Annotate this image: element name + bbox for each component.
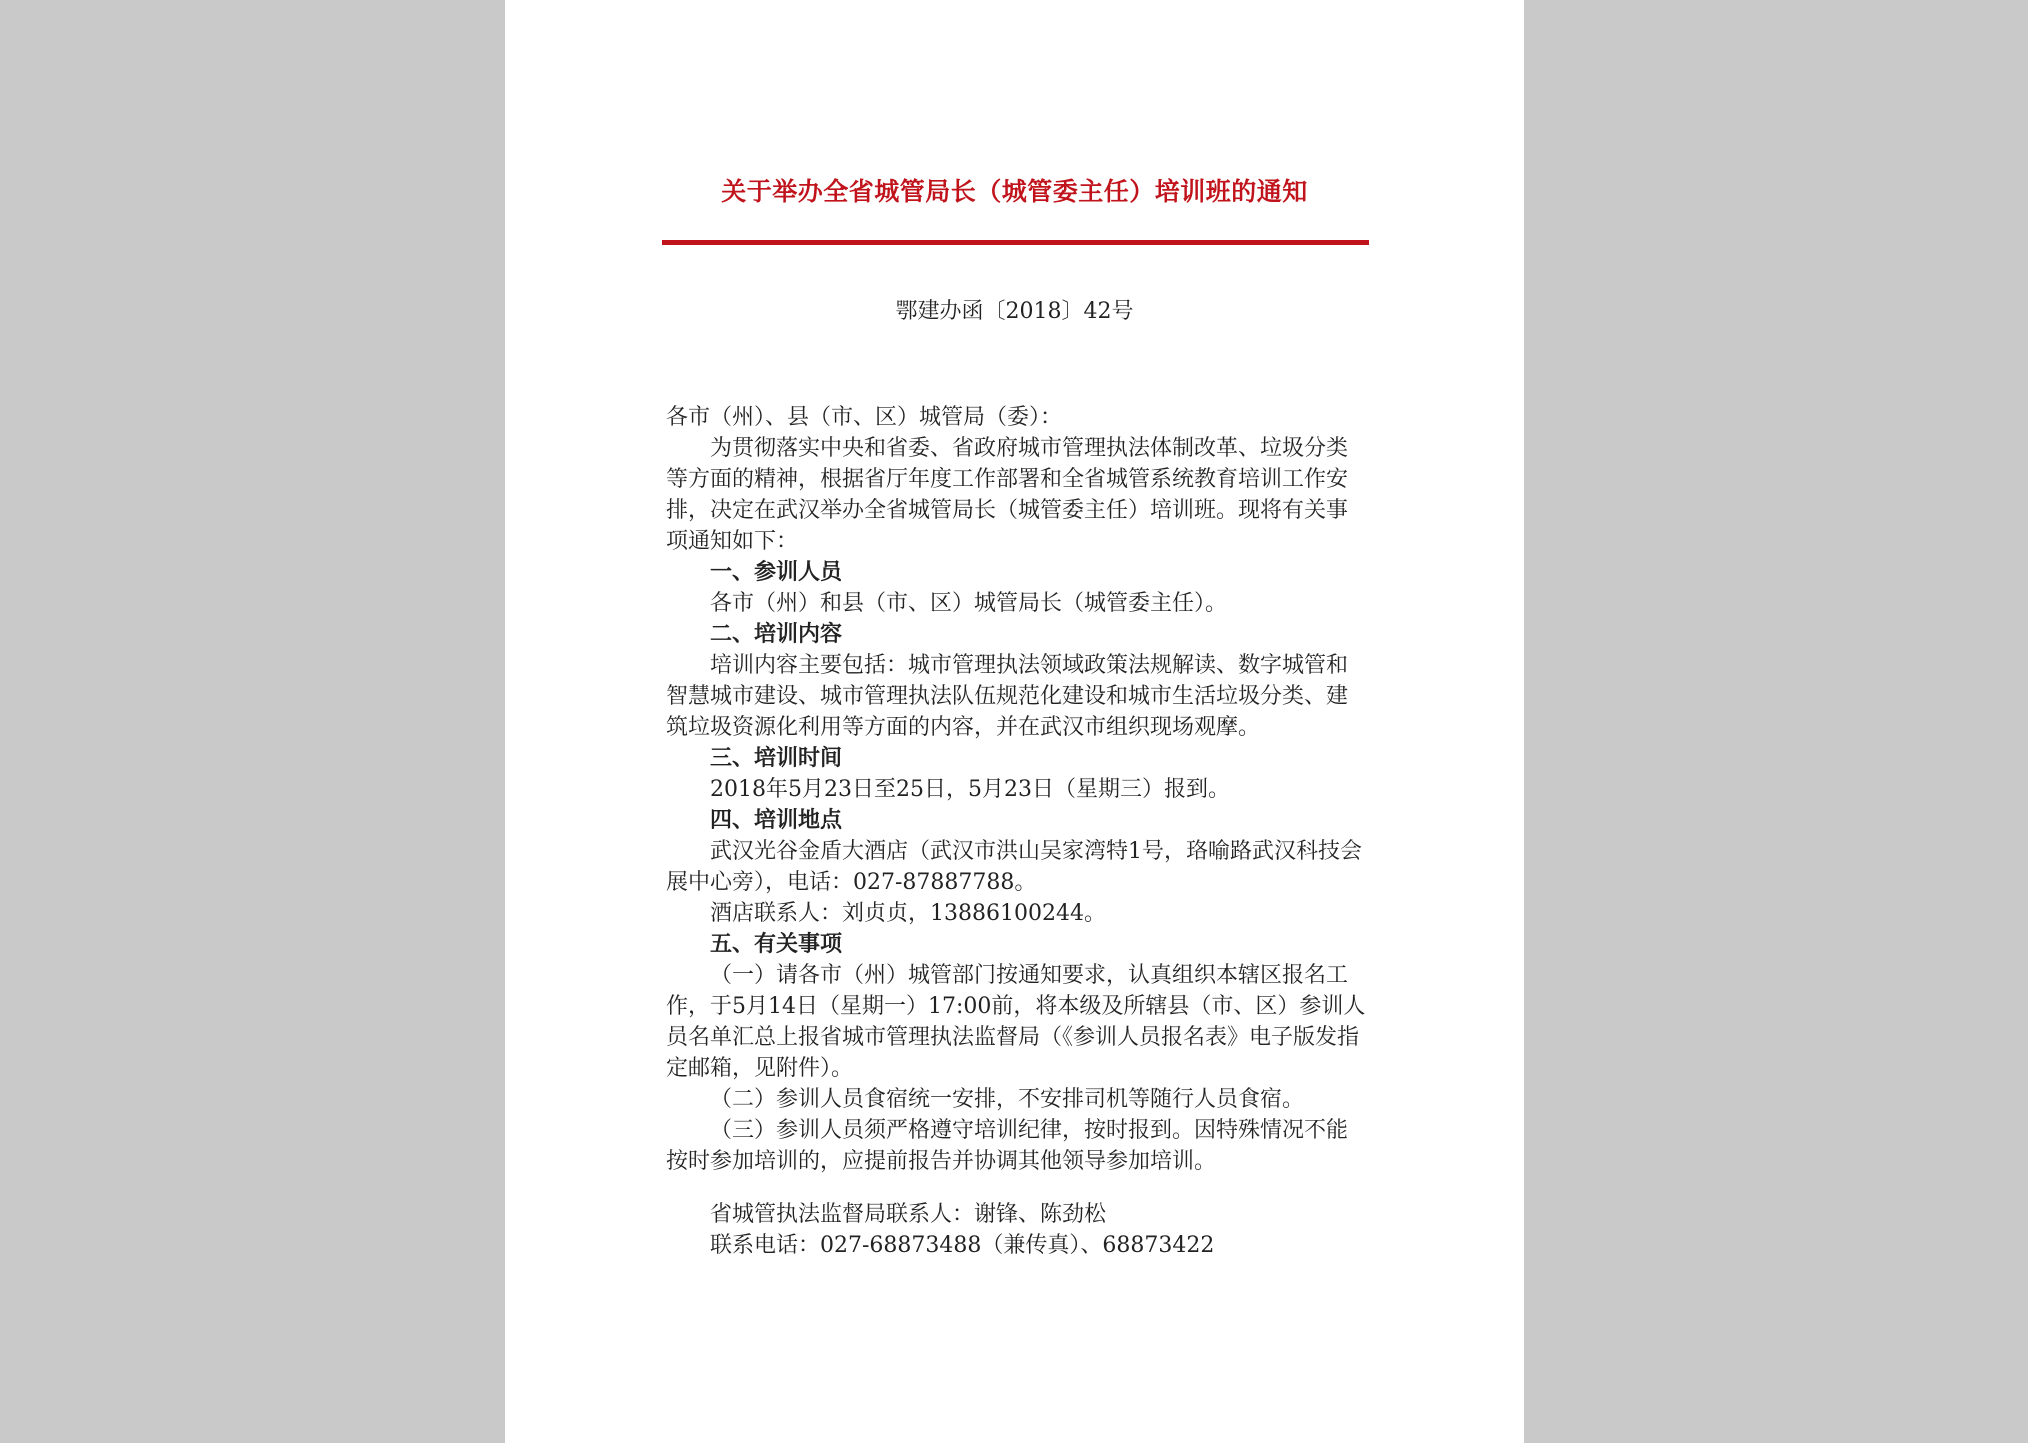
section-heading-content: 二、培训内容	[710, 621, 843, 647]
document-number: 鄂建办函〔2018〕42号	[895, 299, 1134, 324]
section-paragraph: 武汉光谷金盾大酒店（武汉市洪山吴家湾特1号，珞喻路武汉科技会展中心旁），电话：027-87887788。	[666, 839, 1362, 895]
spacer	[666, 1177, 1368, 1199]
contact-person: 省城管执法监督局联系人：谢锋、陈劲松	[710, 1202, 1107, 1227]
document-title: 关于举办全省城管局长（城管委主任）培训班的通知	[721, 177, 1308, 206]
section-heading-participants: 一、参训人员	[710, 559, 843, 585]
section-paragraph: 酒店联系人：刘贞贞，13886100244。	[710, 901, 1106, 926]
section-paragraph: 各市（州）和县（市、区）城管局长（城管委主任）。	[710, 591, 1228, 616]
document-page	[505, 0, 1524, 1443]
section-paragraph: 培训内容主要包括：城市管理执法领域政策法规解读、数字城管和智慧城市建设、城市管理执法队伍规范化建设和城市生活垃圾分类、建筑垃圾资源化利用等方面的内容，并在武汉市组织现场观摩。	[666, 653, 1349, 740]
contact-phone: 联系电话：027-68873488（兼传真）、68873422	[710, 1233, 1215, 1258]
section-paragraph: （一）请各市（州）城管部门按通知要求，认真组织本辖区报名工作，于5月14日（星期一）17:00前，将本级及所辖县（市、区）参训人员名单汇总上报省城市管理执法监督局（《参训人员报名表》电子版发指定邮箱，见附件）。	[666, 963, 1366, 1081]
section-paragraph: （三）参训人员须严格遵守培训纪律，按时报到。因特殊情况不能按时参加培训的，应提前报告并协调其他领导参加培训。	[666, 1118, 1349, 1174]
section-heading-time: 三、培训时间	[710, 745, 843, 771]
red-divider-line	[662, 240, 1369, 245]
salutation: 各市（州）、县（市、区）城管局（委）：	[666, 405, 1063, 430]
section-heading-matters: 五、有关事项	[710, 931, 843, 957]
section-heading-location: 四、培训地点	[710, 807, 843, 833]
section-paragraph: （二）参训人员食宿统一安排，不安排司机等随行人员食宿。	[710, 1087, 1305, 1112]
document-body	[666, 402, 1368, 1261]
section-paragraph: 2018年5月23日至25日，5月23日（星期三）报到。	[710, 777, 1230, 802]
intro-paragraph: 为贯彻落实中央和省委、省政府城市管理执法体制改革、垃圾分类等方面的精神，根据省厅年度工作部署和全省城管系统教育培训工作安排，决定在武汉举办全省城管局长（城管委主任）培训班。现将有关事项通知如下：	[666, 436, 1349, 554]
